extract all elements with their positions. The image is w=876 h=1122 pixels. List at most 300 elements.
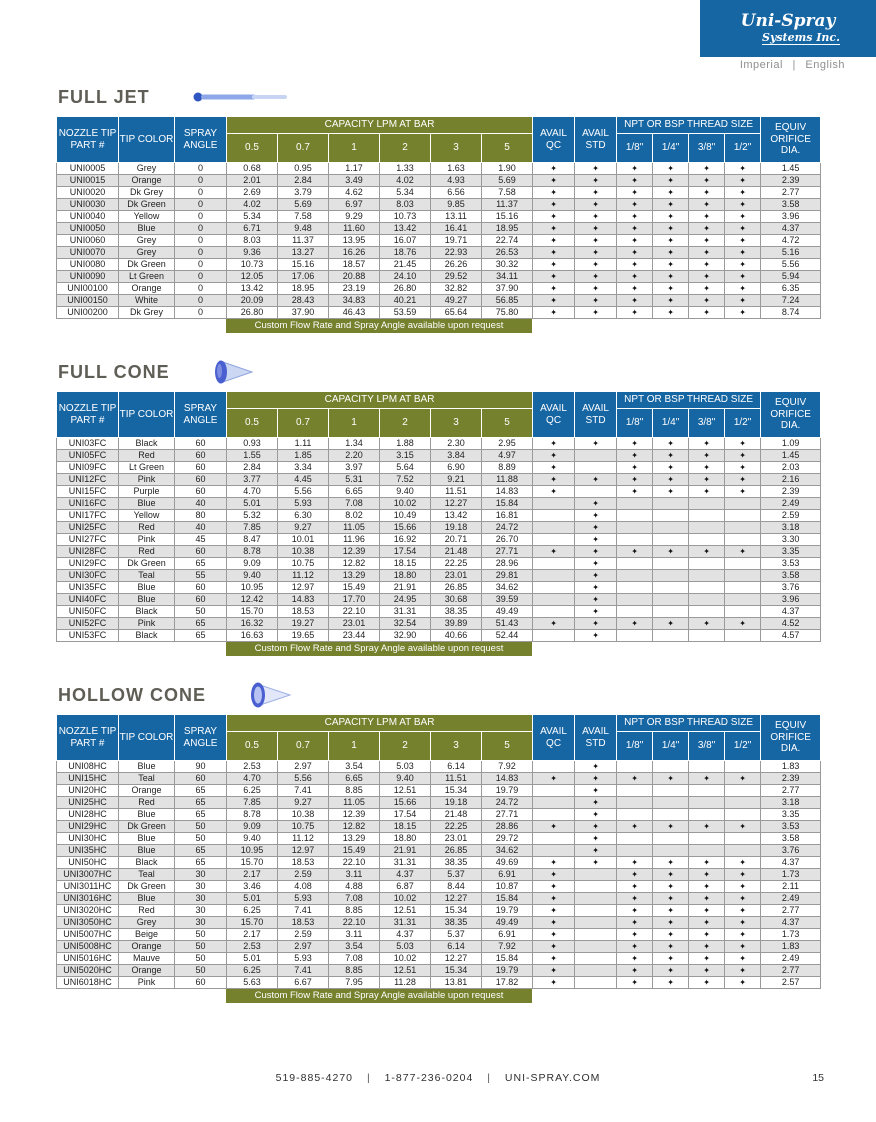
thread-size-label: 1/8" [617,409,653,438]
capacity-value-cell: 10.75 [278,821,329,833]
capacity-value-cell: 18.95 [482,223,533,235]
capacity-value-cell: 8.89 [482,462,533,474]
capacity-value-cell: 9.27 [278,797,329,809]
thread-size-marker [617,761,653,773]
spray-angle-cell: 90 [175,761,227,773]
thread-size-marker: ✦ [689,869,725,881]
capacity-value-cell: 7.08 [329,498,380,510]
table-row [57,977,821,989]
thread-size-marker: ✦ [689,953,725,965]
part-number-cell: UNI00100 [57,283,119,295]
spray-angle-cell: 60 [175,462,227,474]
table-row [57,881,821,893]
thread-size-marker: ✦ [725,438,761,450]
thread-size-marker: ✦ [725,929,761,941]
table-row [57,953,821,965]
spray-angle-cell: 0 [175,187,227,199]
thread-size-marker [617,558,653,570]
part-number-cell: UNI15HC [57,773,119,785]
avail-std-marker: ✦ [575,283,617,295]
thread-size-marker: ✦ [617,474,653,486]
capacity-value-cell: 3.34 [278,462,329,474]
part-number-cell: UNI52FC [57,618,119,630]
capacity-value-cell: 5.32 [227,510,278,522]
thread-size-marker: ✦ [689,283,725,295]
avail-std-marker: ✦ [575,546,617,558]
thread-size-marker: ✦ [617,247,653,259]
capacity-value-cell: 15.34 [431,965,482,977]
thread-size-marker [617,833,653,845]
col-header-nozzle-part: NOZZLE TIP PART # [57,715,119,761]
thread-size-marker: ✦ [725,881,761,893]
capacity-value-cell: 7.41 [278,965,329,977]
capacity-value-cell: 18.80 [380,570,431,582]
capacity-value-cell: 16.32 [227,618,278,630]
equiv-orifice-cell: 2.39 [761,175,821,187]
footer-phone-local: 519-885-4270 [275,1072,354,1084]
spray-angle-cell: 60 [175,582,227,594]
avail-qc-marker: ✦ [533,175,575,187]
capacity-value-cell: 18.53 [278,857,329,869]
thread-size-marker [653,630,689,642]
language-toggle-english[interactable]: English [805,59,845,71]
spray-angle-cell: 65 [175,630,227,642]
equiv-orifice-cell: 1.45 [761,163,821,175]
thread-size-marker: ✦ [617,295,653,307]
tip-color-cell: Blue [119,498,175,510]
table-row [57,821,821,833]
capacity-value-cell: 12.42 [227,594,278,606]
footer-phone-tollfree: 1-877-236-0204 [384,1072,474,1084]
capacity-value-cell: 7.95 [329,977,380,989]
part-number-cell: UNI00200 [57,307,119,319]
spray-angle-cell: 30 [175,905,227,917]
thread-size-marker [725,797,761,809]
capacity-value-cell: 12.82 [329,558,380,570]
avail-std-marker: ✦ [575,235,617,247]
thread-size-marker: ✦ [653,869,689,881]
part-number-cell: UNI5008HC [57,941,119,953]
table-row [57,199,821,211]
capacity-value-cell: 13.11 [431,211,482,223]
avail-qc-marker [533,833,575,845]
capacity-value-cell: 8.85 [329,965,380,977]
thread-size-marker: ✦ [689,977,725,989]
thread-size-marker: ✦ [653,307,689,319]
avail-qc-marker: ✦ [533,462,575,474]
thread-size-marker: ✦ [689,893,725,905]
capacity-value-cell: 15.84 [482,498,533,510]
equiv-orifice-cell: 3.30 [761,534,821,546]
tip-color-cell: Grey [119,163,175,175]
thread-size-marker: ✦ [617,905,653,917]
equiv-orifice-cell: 3.35 [761,809,821,821]
thread-size-marker [617,522,653,534]
capacity-value-cell: 2.97 [278,761,329,773]
thread-size-marker [689,570,725,582]
tip-color-cell: Orange [119,785,175,797]
capacity-value-cell: 49.49 [482,917,533,929]
capacity-value-cell: 9.21 [431,474,482,486]
table-row [57,283,821,295]
thread-size-marker [617,498,653,510]
avail-std-marker [575,929,617,941]
thread-size-marker: ✦ [653,462,689,474]
thread-size-marker: ✦ [725,235,761,247]
avail-qc-marker: ✦ [533,905,575,917]
part-number-cell: UNI6018HC [57,977,119,989]
bar-pressure-label: 3 [431,732,482,761]
bar-pressure-label: 5 [482,134,533,163]
thread-size-label: 1/4" [653,409,689,438]
thread-size-marker: ✦ [617,546,653,558]
capacity-value-cell: 13.27 [278,247,329,259]
spray-angle-cell: 30 [175,881,227,893]
tip-color-cell: Dk Green [119,881,175,893]
capacity-value-cell: 9.48 [278,223,329,235]
thread-size-marker: ✦ [725,486,761,498]
thread-size-marker [653,510,689,522]
thread-size-marker [617,570,653,582]
spray-angle-cell: 60 [175,438,227,450]
col-header-equiv-orifice: EQUIV ORIFICE DIA. [761,117,821,163]
capacity-value-cell: 12.27 [431,953,482,965]
avail-qc-marker: ✦ [533,893,575,905]
table-row [57,869,821,881]
capacity-value-cell: 4.97 [482,450,533,462]
avail-std-marker: ✦ [575,534,617,546]
capacity-value-cell: 1.55 [227,450,278,462]
thread-size-marker: ✦ [689,773,725,785]
part-number-cell: UNI3020HC [57,905,119,917]
thread-size-marker [725,558,761,570]
spray-angle-cell: 80 [175,510,227,522]
capacity-value-cell: 49.49 [482,606,533,618]
capacity-value-cell: 3.49 [329,175,380,187]
spray-angle-cell: 30 [175,917,227,929]
capacity-value-cell: 9.29 [329,211,380,223]
capacity-value-cell: 6.25 [227,785,278,797]
avail-qc-marker [533,630,575,642]
thread-size-marker: ✦ [653,187,689,199]
thread-size-marker: ✦ [617,462,653,474]
avail-std-marker: ✦ [575,271,617,283]
spray-angle-cell: 0 [175,211,227,223]
thread-size-marker: ✦ [689,271,725,283]
thread-size-marker: ✦ [725,618,761,630]
unit-toggle-imperial[interactable]: Imperial [739,59,783,71]
avail-qc-marker: ✦ [533,618,575,630]
capacity-value-cell: 7.92 [482,941,533,953]
tip-color-cell: Red [119,546,175,558]
capacity-value-cell: 1.88 [380,438,431,450]
avail-std-marker: ✦ [575,594,617,606]
equiv-orifice-cell: 2.49 [761,893,821,905]
capacity-value-cell: 12.51 [380,965,431,977]
capacity-value-cell: 1.85 [278,450,329,462]
thread-size-label: 1/4" [653,732,689,761]
bar-pressure-label: 2 [380,732,431,761]
thread-size-marker: ✦ [725,187,761,199]
thread-size-marker: ✦ [653,163,689,175]
equiv-orifice-cell: 4.57 [761,630,821,642]
capacity-value-cell: 9.09 [227,821,278,833]
thread-size-marker: ✦ [689,247,725,259]
equiv-orifice-cell: 2.59 [761,510,821,522]
spray-angle-cell: 60 [175,474,227,486]
thread-size-marker [617,797,653,809]
avail-std-marker: ✦ [575,821,617,833]
thread-size-marker: ✦ [725,175,761,187]
avail-qc-marker [533,570,575,582]
thread-size-marker [653,594,689,606]
tip-color-cell: Dk Grey [119,307,175,319]
spray-angle-cell: 30 [175,893,227,905]
capacity-value-cell: 3.97 [329,462,380,474]
thread-size-marker [725,498,761,510]
thread-size-label: 3/8" [689,409,725,438]
capacity-value-cell: 10.38 [278,546,329,558]
capacity-value-cell: 1.90 [482,163,533,175]
avail-qc-marker: ✦ [533,941,575,953]
thread-size-marker: ✦ [617,307,653,319]
capacity-value-cell: 26.26 [431,259,482,271]
capacity-value-cell: 3.11 [329,869,380,881]
thread-size-marker: ✦ [725,941,761,953]
nozzle-spec-table [56,116,821,319]
capacity-value-cell: 3.11 [329,929,380,941]
capacity-value-cell: 15.70 [227,857,278,869]
table-row [57,761,821,773]
thread-size-marker: ✦ [617,857,653,869]
thread-size-marker: ✦ [689,235,725,247]
tip-color-cell: Teal [119,773,175,785]
thread-size-marker: ✦ [725,905,761,917]
capacity-value-cell: 4.37 [380,869,431,881]
tip-color-cell: Red [119,797,175,809]
bar-pressure-label: 1 [329,409,380,438]
capacity-value-cell: 9.36 [227,247,278,259]
tip-color-cell: Dk Green [119,558,175,570]
thread-size-marker: ✦ [617,941,653,953]
col-header-tip-color: TIP COLOR [119,392,175,438]
capacity-value-cell: 19.18 [431,797,482,809]
part-number-cell: UNI30HC [57,833,119,845]
avail-std-marker [575,977,617,989]
avail-std-marker: ✦ [575,510,617,522]
col-header-avail-std: AVAIL STD [575,392,617,438]
capacity-value-cell: 18.15 [380,558,431,570]
capacity-value-cell: 49.69 [482,857,533,869]
avail-qc-marker [533,534,575,546]
thread-size-marker: ✦ [653,271,689,283]
capacity-value-cell: 12.51 [380,905,431,917]
thread-size-marker [725,833,761,845]
section-header [56,84,822,110]
thread-size-marker: ✦ [725,307,761,319]
spray-angle-cell: 0 [175,175,227,187]
capacity-value-cell: 1.33 [380,163,431,175]
thread-size-label: 3/8" [689,732,725,761]
table-row [57,223,821,235]
avail-qc-marker [533,510,575,522]
avail-std-marker: ✦ [575,630,617,642]
thread-size-marker: ✦ [617,211,653,223]
part-number-cell: UNI3007HC [57,869,119,881]
col-header-spray-angle: SPRAY ANGLE [175,715,227,761]
tip-color-cell: Black [119,857,175,869]
capacity-value-cell: 5.34 [380,187,431,199]
capacity-value-cell: 17.54 [380,546,431,558]
tip-color-cell: Yellow [119,510,175,522]
thread-size-marker: ✦ [653,917,689,929]
capacity-value-cell: 4.62 [329,187,380,199]
tip-color-cell: Pink [119,474,175,486]
table-row [57,247,821,259]
thread-size-marker [725,785,761,797]
capacity-value-cell: 16.63 [227,630,278,642]
bar-pressure-label: 0.7 [278,409,329,438]
capacity-value-cell: 37.90 [278,307,329,319]
capacity-value-cell: 22.25 [431,821,482,833]
table-row [57,618,821,630]
capacity-value-cell: 8.03 [380,199,431,211]
equiv-orifice-cell: 2.77 [761,905,821,917]
capacity-value-cell: 2.97 [278,941,329,953]
thread-size-marker: ✦ [653,223,689,235]
capacity-value-cell: 7.58 [482,187,533,199]
avail-qc-marker: ✦ [533,259,575,271]
thread-size-marker [689,845,725,857]
thread-size-marker [617,809,653,821]
capacity-value-cell: 12.27 [431,498,482,510]
thread-size-marker: ✦ [653,977,689,989]
tip-color-cell: Orange [119,175,175,187]
equiv-orifice-cell: 1.83 [761,941,821,953]
thread-size-marker [689,498,725,510]
bar-pressure-label: 3 [431,134,482,163]
thread-size-marker [689,510,725,522]
table-row [57,235,821,247]
part-number-cell: UNI0040 [57,211,119,223]
capacity-value-cell: 75.80 [482,307,533,319]
equiv-orifice-cell: 8.74 [761,307,821,319]
section-header [56,682,822,708]
capacity-value-cell: 5.93 [278,953,329,965]
capacity-value-cell: 10.95 [227,845,278,857]
capacity-value-cell: 19.79 [482,785,533,797]
table-row [57,462,821,474]
thread-size-label: 1/2" [725,134,761,163]
footer-separator: | [366,1072,371,1084]
spray-angle-cell: 40 [175,498,227,510]
jet-section [56,84,822,333]
thread-size-marker: ✦ [689,450,725,462]
thread-size-marker: ✦ [653,905,689,917]
spray-angle-cell: 50 [175,606,227,618]
table-row [57,438,821,450]
bar-pressure-label: 0.7 [278,134,329,163]
avail-std-marker: ✦ [575,259,617,271]
col-header-avail-std: AVAIL STD [575,117,617,163]
thread-size-marker: ✦ [617,175,653,187]
spray-angle-cell: 65 [175,845,227,857]
thread-size-marker: ✦ [617,953,653,965]
part-number-cell: UNI50HC [57,857,119,869]
capacity-value-cell: 15.49 [329,582,380,594]
thread-size-marker: ✦ [617,271,653,283]
capacity-value-cell: 26.80 [227,307,278,319]
spray-angle-cell: 60 [175,977,227,989]
capacity-value-cell: 39.59 [482,594,533,606]
col-header-avail-qc: AVAIL QC [533,715,575,761]
capacity-value-cell: 15.70 [227,917,278,929]
table-row [57,893,821,905]
tip-color-cell: White [119,295,175,307]
thread-size-marker: ✦ [617,438,653,450]
table-row [57,606,821,618]
spray-angle-cell: 45 [175,534,227,546]
avail-qc-marker: ✦ [533,211,575,223]
capacity-value-cell: 65.64 [431,307,482,319]
thread-size-marker: ✦ [653,486,689,498]
col-header-thread-band: NPT OR BSP THREAD SIZE [617,117,761,134]
col-header-capacity-band: CAPACITY LPM AT BAR [227,392,533,409]
avail-std-marker: ✦ [575,522,617,534]
capacity-value-cell: 5.56 [278,773,329,785]
capacity-value-cell: 31.31 [380,917,431,929]
capacity-value-cell: 4.45 [278,474,329,486]
thread-size-marker: ✦ [617,486,653,498]
capacity-value-cell: 5.56 [278,486,329,498]
table-row [57,546,821,558]
equiv-orifice-cell: 4.37 [761,606,821,618]
capacity-value-cell: 29.81 [482,570,533,582]
capacity-value-cell: 9.40 [227,833,278,845]
avail-qc-marker: ✦ [533,929,575,941]
part-number-cell: UNI0060 [57,235,119,247]
footer-separator: | [487,1072,491,1084]
capacity-value-cell: 1.11 [278,438,329,450]
thread-size-marker: ✦ [689,462,725,474]
capacity-value-cell: 32.54 [380,618,431,630]
thread-size-marker: ✦ [653,259,689,271]
capacity-value-cell: 8.85 [329,905,380,917]
thread-size-marker: ✦ [725,821,761,833]
equiv-orifice-cell: 3.96 [761,594,821,606]
thread-size-marker: ✦ [689,917,725,929]
thread-size-label: 1/2" [725,732,761,761]
capacity-value-cell: 7.85 [227,797,278,809]
capacity-value-cell: 32.82 [431,283,482,295]
capacity-value-cell: 5.93 [278,893,329,905]
thread-size-marker [653,582,689,594]
thread-size-marker [689,582,725,594]
tip-color-cell: Pink [119,618,175,630]
capacity-value-cell: 5.63 [227,977,278,989]
avail-std-marker [575,905,617,917]
spray-angle-cell: 0 [175,199,227,211]
capacity-value-cell: 2.17 [227,869,278,881]
capacity-value-cell: 3.79 [278,187,329,199]
thread-size-marker: ✦ [725,917,761,929]
tip-color-cell: Orange [119,965,175,977]
tip-color-cell: Mauve [119,953,175,965]
equiv-orifice-cell: 3.76 [761,582,821,594]
capacity-value-cell: 11.12 [278,570,329,582]
tip-color-cell: Dk Grey [119,187,175,199]
avail-std-marker: ✦ [575,833,617,845]
